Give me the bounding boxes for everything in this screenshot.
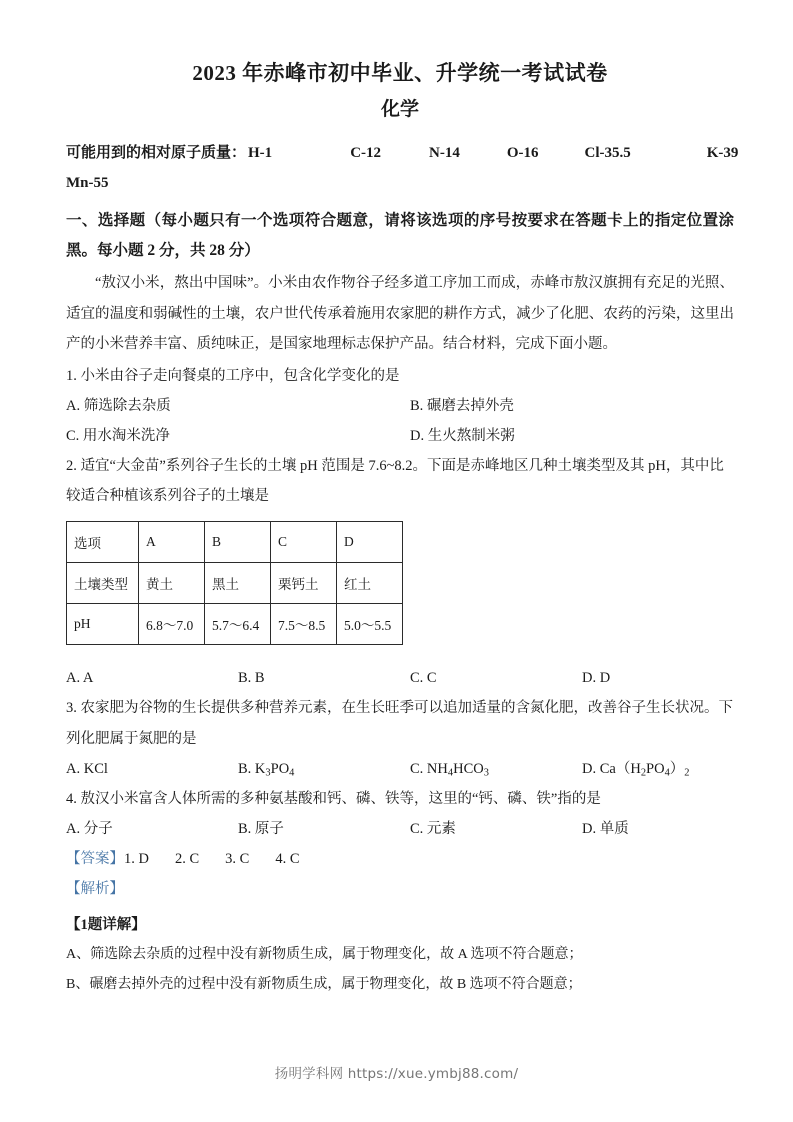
question-1-option-c[interactable]: C. 用水淘米洗净: [66, 428, 170, 445]
footer-watermark: 扬明学科网 https://xue.ymbj88.com/: [274, 1066, 519, 1082]
detail-line-b: B、碾磨去掉外壳的过程中没有新物质生成，属于物理变化，故 B 选项不符合题意；: [66, 976, 582, 992]
question-4-stem: 4. 敖汉小米富含人体所需的多种氨基酸和钙、磷、铁等，这里的“钙、磷、铁”指的是: [66, 790, 601, 807]
question-2-stem-line-2: 较适合种植该系列谷子的土壤是: [66, 488, 269, 505]
question-4-option-c[interactable]: C. 元素: [410, 820, 456, 837]
question-3-option-c[interactable]: C. $NH_4HCO_3$: [410, 760, 489, 779]
table-cell-soil-type-d: 红土: [337, 563, 403, 604]
table-cell-soil-type-a: 黄土: [139, 563, 205, 604]
table-cell-option-c: C: [271, 522, 337, 563]
section-heading-multiple-choice: 一、选择题（每小题只有一个选项符合题意，请将该选项的序号按要求在答题卡上的指定位置涂黑。每小题 2 分，共 28 分）: [66, 212, 734, 260]
table-cell-soil-type-b: 黑土: [205, 563, 271, 604]
table-row: [67, 522, 403, 563]
question-1-option-a[interactable]: A. 筛选除去杂质: [66, 398, 171, 415]
question-1-stem: 1. 小米由谷子走向餐桌的工序中，包含化学变化的是: [66, 367, 400, 384]
detail-line-a: A、筛选除去杂质的过程中没有新物质生成，属于物理变化，故 A 选项不符合题意；: [66, 947, 583, 963]
atomic-mass-mn: Mn-55: [66, 175, 109, 191]
question-3-stem-line-2: 列化肥属于氮肥的是: [66, 730, 197, 747]
page-title: 2023 年赤峰市初中毕业、升学统一考试试卷: [192, 61, 608, 85]
answer-line: [66, 844, 734, 874]
question-3-option-d[interactable]: D. $Ca(H_2PO_4)_2$: [582, 760, 690, 779]
answer-item-4: 4. C: [275, 850, 300, 867]
question-1-options-row-2: [66, 421, 734, 451]
atomic-mass-n: N-14: [429, 145, 460, 161]
answer-marker: 【答案】: [66, 850, 124, 867]
analysis-marker: 【解析】: [66, 881, 124, 897]
table-row-header-option: 选项: [67, 522, 139, 563]
answer-item-2: 2. C: [174, 850, 200, 867]
question-2-option-c[interactable]: C. C: [410, 670, 437, 687]
subject-title: 化学: [380, 98, 419, 120]
question-3-options-row: [66, 754, 734, 784]
analysis-line: [66, 874, 734, 904]
question-2-stem-line-1: 2. 适宜“大金苗”系列谷子生长的土壤 pH 范围是 7.6~8.2。下面是赤峰地区几种土壤类型及其 pH，其中比: [66, 458, 724, 475]
question-3-stem-line-1: 3. 农家肥为谷物的生长提供多种营养元素，在生长旺季可以追加适量的含氮化肥，改善谷子生长状况。下: [66, 700, 733, 717]
table-cell-ph-a: 6.8～7.0: [139, 604, 205, 645]
question-2-option-a[interactable]: A. A: [66, 670, 94, 687]
answer-item-1: 1. D: [124, 850, 149, 867]
table-row: [67, 563, 403, 604]
soil-table-wrapper: [66, 521, 734, 645]
question-1-option-d[interactable]: D. 生火熬制米粥: [410, 428, 515, 445]
question-1-options-row-1: [66, 391, 734, 421]
soil-ph-table: [66, 521, 403, 645]
reading-passage: “敖汉小米，熬出中国味”。小米由农作物谷子经多道工序加工而成，赤峰市敖汉旗拥有充足的光照、适宜的温度和弱碱性的土壤，农户世代传承着施用农家肥的耕作方式，减少了化肥、农药的污染，这里出产的小米营养丰富、质纯味正，是国家地理标志保护产品。结合材料，完成下面小题。: [66, 275, 734, 352]
table-cell-option-d: D: [337, 522, 403, 563]
table-cell-option-a: A: [139, 522, 205, 563]
table-cell-soil-type-c: 栗钙土: [271, 563, 337, 604]
table-row-header-ph: pH: [67, 604, 139, 645]
table-cell-option-b: B: [205, 522, 271, 563]
atomic-mass-c: C-12: [350, 145, 382, 161]
answer-item-3: 3. C: [225, 850, 250, 867]
atomic-mass-h: H-1: [248, 145, 273, 161]
table-cell-ph-c: 7.5～8.5: [271, 604, 337, 645]
question-4-option-b[interactable]: B. 原子: [238, 820, 284, 837]
atomic-mass-o: O-16: [506, 145, 539, 161]
question-4-option-a[interactable]: A. 分子: [66, 820, 113, 837]
question-4-option-d[interactable]: D. 单质: [582, 820, 629, 837]
question-2-options-row: [66, 663, 734, 693]
question-2-option-b[interactable]: B. B: [238, 670, 265, 687]
question-3-option-a[interactable]: A. KCl: [66, 760, 108, 777]
question-3-option-b[interactable]: B. $K_3PO_4$: [238, 760, 295, 779]
table-cell-ph-d: 5.0～5.5: [337, 604, 403, 645]
table-row: [67, 604, 403, 645]
question-4-options-row: [66, 814, 734, 844]
atomic-mass-cl: Cl-35.5: [584, 145, 631, 161]
atomic-mass-k: K-39: [706, 145, 739, 161]
question-2-option-d[interactable]: D. D: [582, 670, 611, 687]
table-cell-ph-b: 5.7～6.4: [205, 604, 271, 645]
page-content: [66, 58, 739, 1000]
table-row-header-soil-type: 土壤类型: [67, 563, 139, 604]
detail-heading-question-1: 【1题详解】: [66, 917, 146, 934]
atomic-mass-line: [66, 138, 739, 168]
atomic-mass-label: 可能用到的相对原子质量：: [66, 145, 247, 161]
question-1-option-b[interactable]: B. 碾磨去掉外壳: [410, 398, 514, 415]
